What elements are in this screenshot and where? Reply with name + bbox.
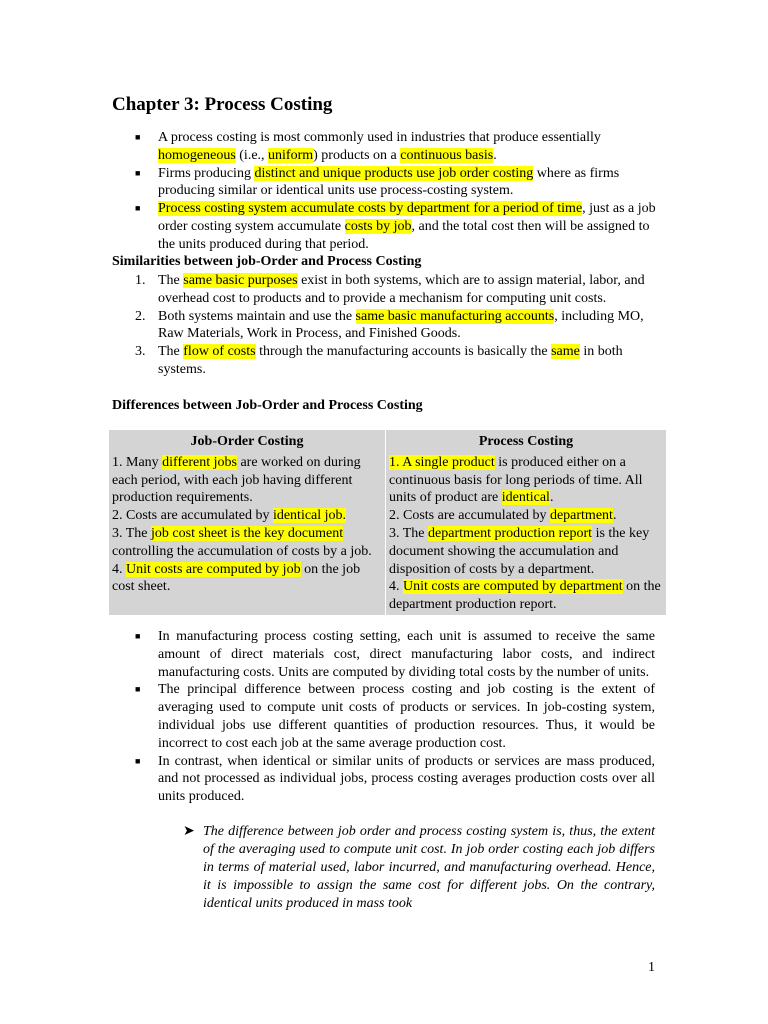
list-item-text	[158, 344, 623, 377]
highlighted-text: costs by job	[344, 218, 412, 234]
text-run: The	[158, 273, 184, 288]
list-number: 3.	[135, 344, 146, 360]
text-run: The	[158, 344, 184, 360]
highlighted-text: job cost sheet is the key document	[151, 525, 344, 541]
text-run: controlling the accumulation of costs by a job.	[112, 543, 372, 559]
text-run: Both systems maintain and use the	[158, 308, 356, 324]
text-run: on the department production report.	[389, 579, 661, 613]
highlighted-text: identical job.	[272, 508, 347, 524]
highlighted-text: Unit costs are computed by job	[126, 561, 301, 577]
highlighted-text: identical	[501, 490, 550, 506]
text-run: 1. Many	[112, 454, 163, 470]
text-run: , and the total cost then will be assigned to the units produced during that period.	[158, 218, 650, 252]
highlighted-text: department production report	[428, 525, 593, 541]
highlighted-text: department	[549, 508, 613, 524]
text-run: ) products on a	[313, 147, 401, 163]
text-run: 3. The	[389, 525, 429, 541]
text-run: exist in both systems, which are to assign material, labor, and overhead cost to products and to provide a mechanism for computing unit costs.	[158, 273, 645, 306]
text-run: 2. Costs are accumulated by	[112, 508, 273, 524]
table-point	[112, 454, 382, 507]
list-item	[135, 165, 658, 201]
highlighted-text: homogeneous	[158, 147, 236, 163]
list-item	[135, 628, 655, 681]
highlighted-text: same basic manufacturing accounts	[355, 308, 555, 324]
list-item-text	[158, 130, 601, 163]
italic-note	[183, 823, 655, 913]
list-item	[135, 681, 655, 752]
text-run: , including MO, Raw Materials, Work in Process, and Finished Goods.	[158, 308, 644, 342]
table-cell-job-order	[109, 452, 386, 615]
list-item	[135, 343, 658, 379]
text-run: where as firms producing similar or identical units use process-costing system.	[158, 165, 620, 199]
table-point	[112, 561, 382, 597]
text-run: is the key document showing the accumulation and disposition of costs by a department.	[389, 525, 650, 577]
list-item-text	[158, 166, 619, 199]
body-bullet-list	[135, 628, 655, 806]
list-item-text: In contrast, when identical or similar units of products or services are mass produced, and not processed as individual jobs, process costing averages production costs over all units produced.	[158, 753, 655, 805]
text-run: 4.	[112, 561, 126, 577]
similarities-heading: Similarities between job-Order and Process Costing	[112, 254, 422, 269]
highlighted-text: 1. A single product	[389, 454, 495, 470]
list-item	[135, 753, 655, 806]
square-bullet-icon: ■	[135, 755, 141, 766]
table-row	[109, 452, 666, 615]
text-run: 3. The	[112, 525, 152, 541]
table-header-row	[109, 430, 666, 452]
square-bullet-icon: ■	[135, 167, 141, 178]
table-point	[389, 507, 663, 525]
text-run: on the job cost sheet.	[112, 561, 361, 595]
text-run: (i.e.,	[235, 147, 269, 163]
highlighted-text: uniform	[268, 147, 314, 163]
arrow-bullet-icon: ➤	[183, 824, 195, 839]
square-bullet-icon: ■	[135, 132, 141, 142]
text-run: .	[493, 147, 497, 163]
differences-heading: Differences between Job-Order and Process Costing	[112, 398, 423, 413]
text-run: 4.	[389, 579, 403, 595]
highlighted-text: flow of costs	[183, 344, 256, 360]
highlighted-text: different jobs	[162, 454, 237, 470]
list-item-text	[158, 309, 644, 342]
square-bullet-icon: ■	[135, 203, 141, 214]
table-header-process: Process Costing	[478, 434, 574, 449]
text-run: , just as a job order costing system accumulate	[158, 201, 656, 234]
list-item-text	[158, 273, 645, 306]
list-item	[135, 200, 658, 253]
comparison-table	[109, 430, 666, 615]
table-point	[389, 454, 663, 507]
highlighted-text: continuous basis	[400, 147, 494, 163]
highlighted-text: same	[551, 344, 580, 360]
highlighted-text: Process costing system accumulate costs by department for a period of time	[158, 201, 583, 217]
table-point	[112, 525, 382, 561]
intro-bullet-list	[135, 129, 658, 254]
text-run: A process costing is most commonly used in industries that produce essentially	[158, 130, 601, 145]
list-item	[135, 129, 658, 165]
highlighted-text: Unit costs are computed by department	[403, 579, 623, 595]
square-bullet-icon: ■	[135, 684, 141, 695]
list-item-text: The principal difference between process costing and job costing is the extent of averaging used to compute unit costs of products or services. In job-costing system, individual jobs use different quantities of production resources. Thus, it would be incorrect to cost each job at the same average production cost.	[158, 682, 655, 751]
highlighted-text: distinct and unique products use job order costing	[254, 165, 534, 181]
table-cell-process	[386, 452, 667, 615]
square-bullet-icon: ■	[135, 631, 141, 641]
list-item-text	[158, 201, 656, 252]
table-point	[389, 578, 663, 614]
table-point	[389, 525, 663, 578]
page-title: Chapter 3: Process Costing	[112, 94, 333, 115]
list-item-text: In manufacturing process costing setting, each unit is assumed to receive the same amount of direct materials cost, direct manufacturing labor costs, and indirect manufacturing costs. Units are computed by dividing total costs by the number of units.	[158, 629, 655, 680]
list-number: 2.	[135, 308, 146, 324]
text-run: Firms producing	[158, 165, 255, 181]
text-run: 2. Costs are accumulated by	[389, 508, 550, 524]
similarities-list	[135, 272, 658, 379]
italic-note-text: The difference between job order and process costing system is, thus, the extent of the averaging used to compute unit cost. In job order costing each job differs in terms of material used, labor incurred, and manufacturing overhead. Hence, it is impossible to assign the same cost for different jobs. On the contrary, identical units produced in mass took	[203, 824, 655, 911]
table-header-job-order: Job-Order Costing	[109, 430, 386, 452]
page-number: 1	[648, 960, 655, 975]
text-run: in both systems.	[158, 344, 623, 377]
text-run: is produced either on a continuous basis for long periods of time. All units of product are	[389, 454, 643, 506]
table-point	[112, 507, 382, 525]
text-run: .	[612, 508, 617, 524]
highlighted-text: same basic purposes	[183, 273, 298, 288]
list-number: 1.	[135, 273, 146, 288]
list-item	[135, 308, 658, 344]
text-run: through the manufacturing accounts is basically the	[255, 344, 552, 360]
list-item	[135, 272, 658, 308]
text-run: .	[549, 490, 554, 506]
text-run: are worked on during each period, with each job having different production requirements.	[112, 454, 361, 506]
